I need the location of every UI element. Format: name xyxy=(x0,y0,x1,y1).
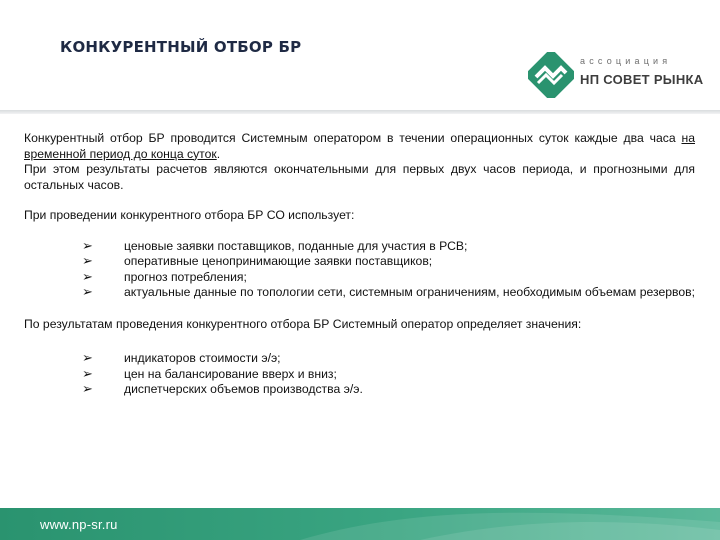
list-item xyxy=(24,351,695,367)
logo-name: НП СОВЕТ РЫНКА xyxy=(580,72,704,87)
list-item xyxy=(24,239,695,255)
list-item-text: цен на балансирование вверх и вниз; xyxy=(124,366,337,381)
list-item-text: ценовые заявки поставщиков, поданные для участия в РСВ; xyxy=(124,238,468,253)
arrow-bullet-icon: ➢ xyxy=(82,269,93,285)
list-item xyxy=(24,270,695,286)
list-item-text: актуальные данные по топологии сети, системным ограничениям, необходимым объемам резервов; xyxy=(124,285,695,299)
arrow-bullet-icon: ➢ xyxy=(82,351,93,366)
results-list xyxy=(24,351,695,398)
list-item xyxy=(24,382,695,398)
list-item-text: прогноз потребления; xyxy=(124,269,247,284)
slide-content xyxy=(24,131,695,398)
list-item xyxy=(24,367,695,383)
inputs-list xyxy=(24,239,695,301)
intro-text: Конкурентный отбор БР проводится Системным оператором в течении операционных суток каждые два часа xyxy=(24,131,682,145)
footer-website-link[interactable]: www.np-sr.ru xyxy=(40,517,118,532)
logo-mark-icon xyxy=(528,52,574,98)
arrow-bullet-icon: ➢ xyxy=(82,382,93,397)
header-divider xyxy=(0,110,720,114)
list-item-text: диспетчерских объемов производства э/э. xyxy=(124,382,363,396)
intro-underlined-text: на временной период до конца суток xyxy=(24,131,695,161)
logo xyxy=(528,50,704,96)
arrow-bullet-icon: ➢ xyxy=(82,366,93,382)
slide-title: КОНКУРЕНТНЫЙ ОТБОР БР xyxy=(60,38,302,56)
list-item-text: индикаторов стоимости э/э; xyxy=(124,351,281,365)
list-item xyxy=(24,285,695,301)
intro-paragraph xyxy=(24,131,695,193)
intro-text-second: При этом результаты расчетов являются окончательными для первых двух часов периода, и прогнозными для остальных часов. xyxy=(24,162,695,192)
arrow-bullet-icon: ➢ xyxy=(82,238,93,254)
list-item-text: оперативные ценопринимающие заявки поставщиков; xyxy=(124,254,433,268)
footer-bar xyxy=(0,508,720,540)
results-heading: По результатам проведения конкурентного отбора БР Системный оператор определяет значения: xyxy=(24,316,582,331)
inputs-heading: При проведении конкурентного отбора БР СО использует: xyxy=(24,208,355,222)
list-item xyxy=(24,254,695,270)
intro-text-end: . xyxy=(216,146,221,161)
arrow-bullet-icon: ➢ xyxy=(82,254,93,269)
logo-subtitle: ассоциация xyxy=(580,56,672,66)
arrow-bullet-icon: ➢ xyxy=(82,285,93,300)
